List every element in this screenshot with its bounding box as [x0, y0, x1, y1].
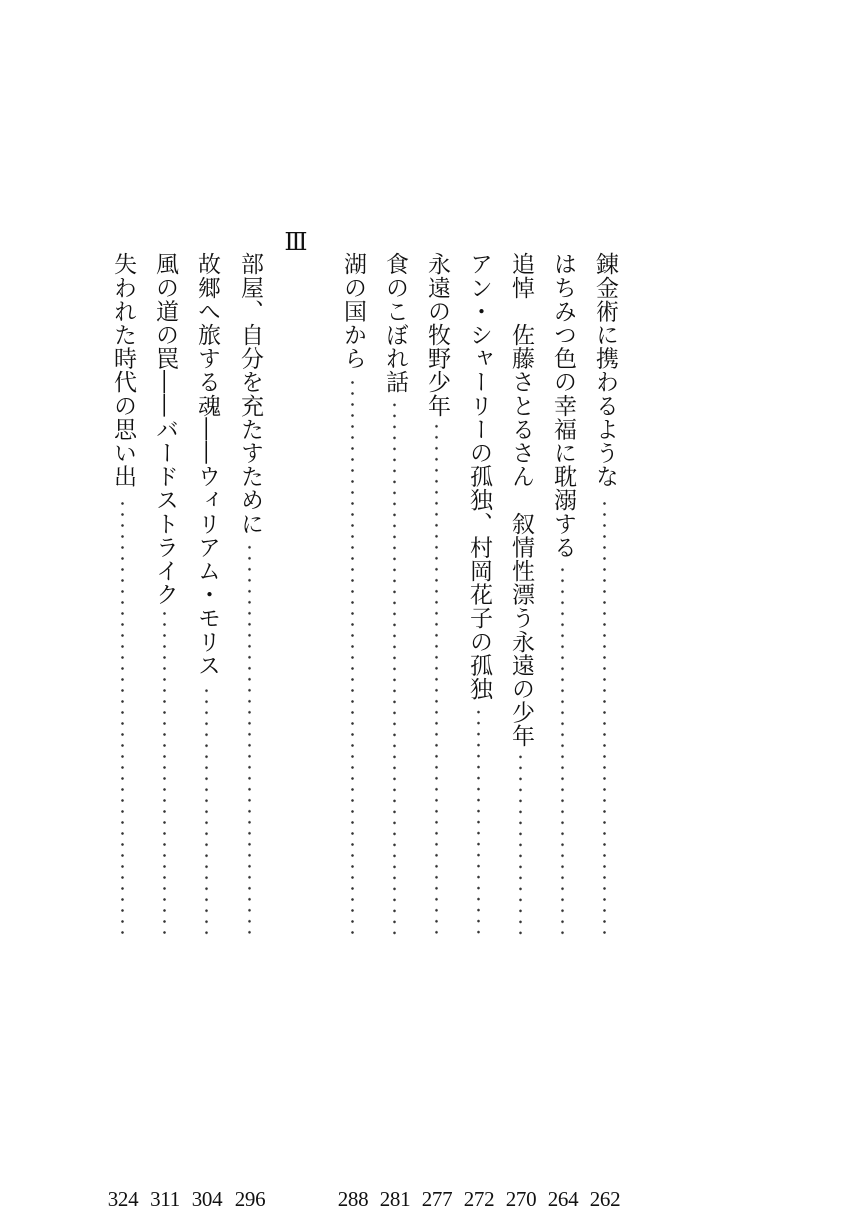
- toc-entry-title: アン・シャーリーの孤独、村岡花子の孤独: [466, 252, 492, 701]
- toc-page-number: 264: [547, 1187, 579, 1211]
- toc-page-number: 304: [191, 1187, 223, 1211]
- dot-leader: [351, 376, 354, 938]
- toc-entry-title: 湖の国から: [340, 252, 366, 370]
- toc-page-number: 324: [107, 1187, 139, 1211]
- dot-leader: [477, 706, 480, 938]
- dot-leader: [205, 683, 208, 938]
- toc-entry[interactable]: [109, 252, 137, 942]
- dot-leader: [519, 754, 522, 938]
- toc-entry[interactable]: [591, 252, 619, 942]
- toc-entry[interactable]: [465, 252, 493, 942]
- toc-entry-title: 失われた時代の思い出: [110, 252, 136, 488]
- toc-entry-title: 部屋、自分を充たすために: [237, 252, 263, 536]
- toc-entry-title: 風の道の罠――バードストライク: [152, 252, 178, 606]
- toc-entry[interactable]: [151, 252, 179, 942]
- toc-page-number: 288: [337, 1187, 369, 1211]
- dot-leader: [561, 565, 564, 938]
- section-marker-iii: Ⅲ: [284, 228, 308, 256]
- toc-entry-title: 錬金術に携わるような: [592, 252, 618, 488]
- toc-page-number: 262: [589, 1187, 621, 1211]
- toc-entry-title: 追悼 佐藤さとるさん 叙情性漂う永遠の少年: [508, 252, 534, 748]
- dot-leader: [603, 494, 606, 938]
- toc-entry-title: はちみつ色の幸福に耽溺する: [550, 252, 576, 559]
- dot-leader: [163, 612, 166, 938]
- toc-entry[interactable]: [423, 252, 451, 942]
- toc-entry-title: 永遠の牧野少年: [424, 252, 450, 418]
- toc-entry-title: 故郷へ旅する魂――ウィリアム・モリス: [194, 252, 220, 677]
- toc-entry[interactable]: [507, 252, 535, 942]
- toc-entry-title: 食のこぼれ話: [382, 252, 408, 394]
- toc-page-number: 311: [150, 1187, 180, 1211]
- toc-entry[interactable]: [339, 252, 367, 942]
- dot-leader: [435, 423, 438, 938]
- toc-page-number: 270: [505, 1187, 537, 1211]
- toc-page-number: 277: [421, 1187, 453, 1211]
- toc-page-number: 281: [379, 1187, 411, 1211]
- toc-entry[interactable]: [193, 252, 221, 942]
- dot-leader: [393, 400, 396, 938]
- dot-leader: [248, 541, 251, 938]
- toc-entry[interactable]: [549, 252, 577, 942]
- table-of-contents: [0, 252, 841, 1211]
- toc-page-number: 296: [234, 1187, 266, 1211]
- toc-page-number: 272: [463, 1187, 495, 1211]
- toc-entry[interactable]: [236, 252, 264, 942]
- toc-entry[interactable]: [381, 252, 409, 942]
- dot-leader: [121, 494, 124, 938]
